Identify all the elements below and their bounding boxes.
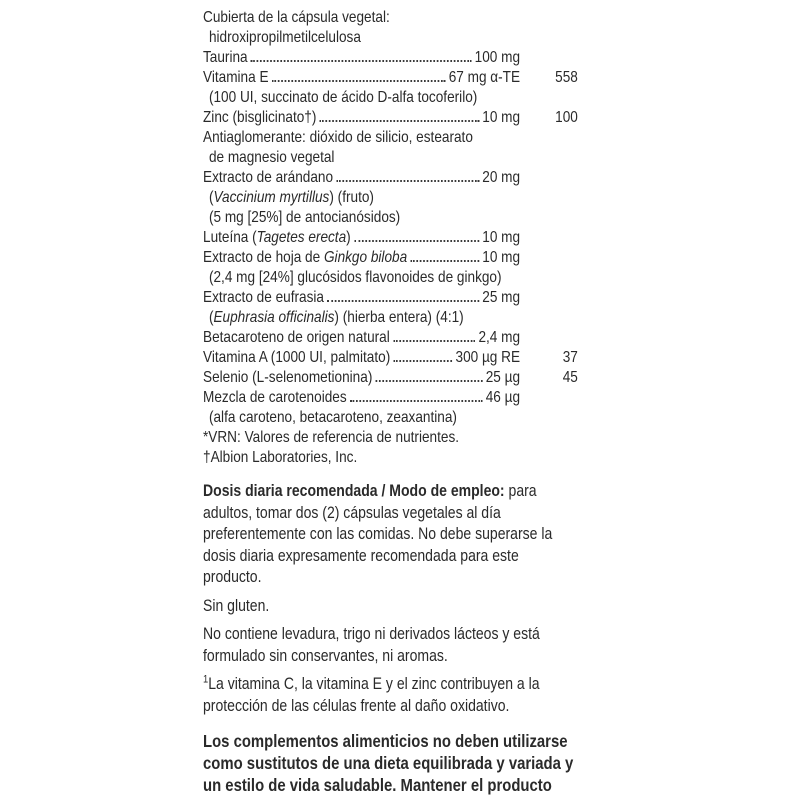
ingredient-row xyxy=(203,308,578,328)
paragraph-allergen-info: No contiene levadura, trigo ni derivados lácteos y está formulado sin conservantes, ni aromas. xyxy=(203,625,540,665)
paragraph-footnote-1: $^1$La vitamina C, la vitamina E y el zinc contribuyen a la protección de las células frente al daño oxidativo. xyxy=(203,673,540,715)
supplement-label xyxy=(203,8,623,803)
paragraph-dosage: Dosis diaria recomendada / Modo de empleo: para adultos, tomar dos (2) cápsulas vegetales al día preferentemente con las comidas. No debe superarse la dosis diaria expresamente recomendada para este producto. xyxy=(203,482,553,586)
ingredient-name: hidroxipropilmetilcelulosa xyxy=(208,29,361,46)
ingredient-name: Selenio (L-selenometionina) xyxy=(203,369,373,386)
ingredient-amount: 46 µg xyxy=(485,389,521,406)
ingredient-row xyxy=(203,8,578,28)
ingredient-name: Antiaglomerante: dióxido de silicio, estearato xyxy=(203,129,473,146)
ingredient-row xyxy=(203,28,578,48)
ingredient-row xyxy=(203,48,578,68)
ingredient-vrn-percent: 45 xyxy=(562,369,578,386)
ingredient-name: *VRN: Valores de referencia de nutrientes. xyxy=(203,429,460,446)
ingredient-row xyxy=(203,388,578,408)
ingredient-row xyxy=(203,348,578,368)
ingredient-name: Extracto de hoja de Ginkgo biloba xyxy=(203,249,408,266)
usage-and-warnings xyxy=(203,481,578,796)
dotted-leader xyxy=(320,109,479,122)
ingredient-row xyxy=(203,248,578,268)
ingredient-name: (2,4 mg [24%] glucósidos flavonoides de ginkgo) xyxy=(208,269,502,286)
ingredient-amount: 10 mg xyxy=(482,109,521,126)
ingredient-name: Zinc (bisglicinato†) xyxy=(203,109,317,126)
dotted-leader xyxy=(393,329,475,342)
ingredient-amount: 25 mg xyxy=(482,289,521,306)
ingredient-vrn-percent: 558 xyxy=(555,69,578,86)
ingredient-name: (Vaccinium myrtillus) (fruto) xyxy=(208,189,374,206)
ingredient-table xyxy=(203,8,578,468)
ingredient-name: Extracto de arándano xyxy=(203,169,334,186)
ingredient-amount: 100 mg xyxy=(474,49,521,66)
ingredient-row xyxy=(203,328,578,348)
ingredient-row xyxy=(203,188,578,208)
ingredient-row xyxy=(203,68,578,88)
ingredient-vrn-percent: 37 xyxy=(562,349,578,366)
ingredient-name: (alfa caroteno, betacaroteno, zeaxantina) xyxy=(208,409,457,426)
ingredient-name: Vitamina E xyxy=(203,69,269,86)
paragraph-lead: Dosis diaria recomendada / Modo de empleo: xyxy=(203,482,505,500)
ingredient-name: Vitamina A (1000 UI, palmitato) xyxy=(203,349,391,366)
ingredient-row xyxy=(203,108,578,128)
ingredient-name: (Euphrasia officinalis) (hierba entera) (4:1) xyxy=(208,309,464,326)
ingredient-amount: 2,4 mg xyxy=(478,329,521,346)
ingredient-name: Extracto de eufrasia xyxy=(203,289,324,306)
ingredient-row xyxy=(203,368,578,388)
dotted-leader xyxy=(376,369,483,382)
ingredient-name: (100 UI, succinato de ácido D-alfa tocoferilo) xyxy=(208,89,478,106)
ingredient-name: Mezcla de carotenoides xyxy=(203,389,347,406)
ingredient-amount: 300 µg RE xyxy=(455,349,521,366)
ingredient-row xyxy=(203,168,578,188)
ingredient-row xyxy=(203,288,578,308)
ingredient-amount: 25 µg xyxy=(485,369,521,386)
ingredient-name: Taurina xyxy=(203,49,248,66)
ingredient-row xyxy=(203,88,578,108)
dotted-leader xyxy=(336,169,478,182)
dotted-leader xyxy=(354,229,479,242)
ingredient-name: †Albion Laboratories, Inc. xyxy=(203,449,358,466)
ingredient-row xyxy=(203,428,578,448)
ingredient-row xyxy=(203,268,578,288)
ingredient-name: Betacaroteno de origen natural xyxy=(203,329,390,346)
dotted-leader xyxy=(272,69,445,82)
ingredient-name: Cubierta de la cápsula vegetal: xyxy=(203,9,390,26)
dotted-leader xyxy=(251,49,471,62)
dotted-leader xyxy=(394,349,452,362)
footnote-marker: 1 xyxy=(203,673,209,686)
ingredient-name: (5 mg [25%] de antocianósidos) xyxy=(208,209,401,226)
dotted-leader xyxy=(327,289,478,302)
paragraph-warning: Los complementos alimenticios no deben utilizarse como sustitutos de una dieta equilibrada y variada y un estilo de vida saludable. Mantener el producto xyxy=(203,731,574,795)
ingredient-row xyxy=(203,228,578,248)
paragraph-gluten-free: Sin gluten. xyxy=(203,596,270,615)
ingredient-row xyxy=(203,448,578,468)
ingredient-amount: 20 mg xyxy=(482,169,521,186)
ingredient-name: Luteína (Tagetes erecta) xyxy=(203,229,351,246)
ingredient-row xyxy=(203,128,578,148)
ingredient-row xyxy=(203,148,578,168)
ingredient-amount: 67 mg α-TE xyxy=(448,69,521,86)
ingredient-name: de magnesio vegetal xyxy=(208,149,335,166)
ingredient-amount: 10 mg xyxy=(482,249,521,266)
ingredient-row xyxy=(203,408,578,428)
ingredient-row xyxy=(203,208,578,228)
ingredient-vrn-percent: 100 xyxy=(555,109,578,126)
ingredient-amount: 10 mg xyxy=(482,229,521,246)
dotted-leader xyxy=(350,389,482,402)
dotted-leader xyxy=(411,249,479,262)
